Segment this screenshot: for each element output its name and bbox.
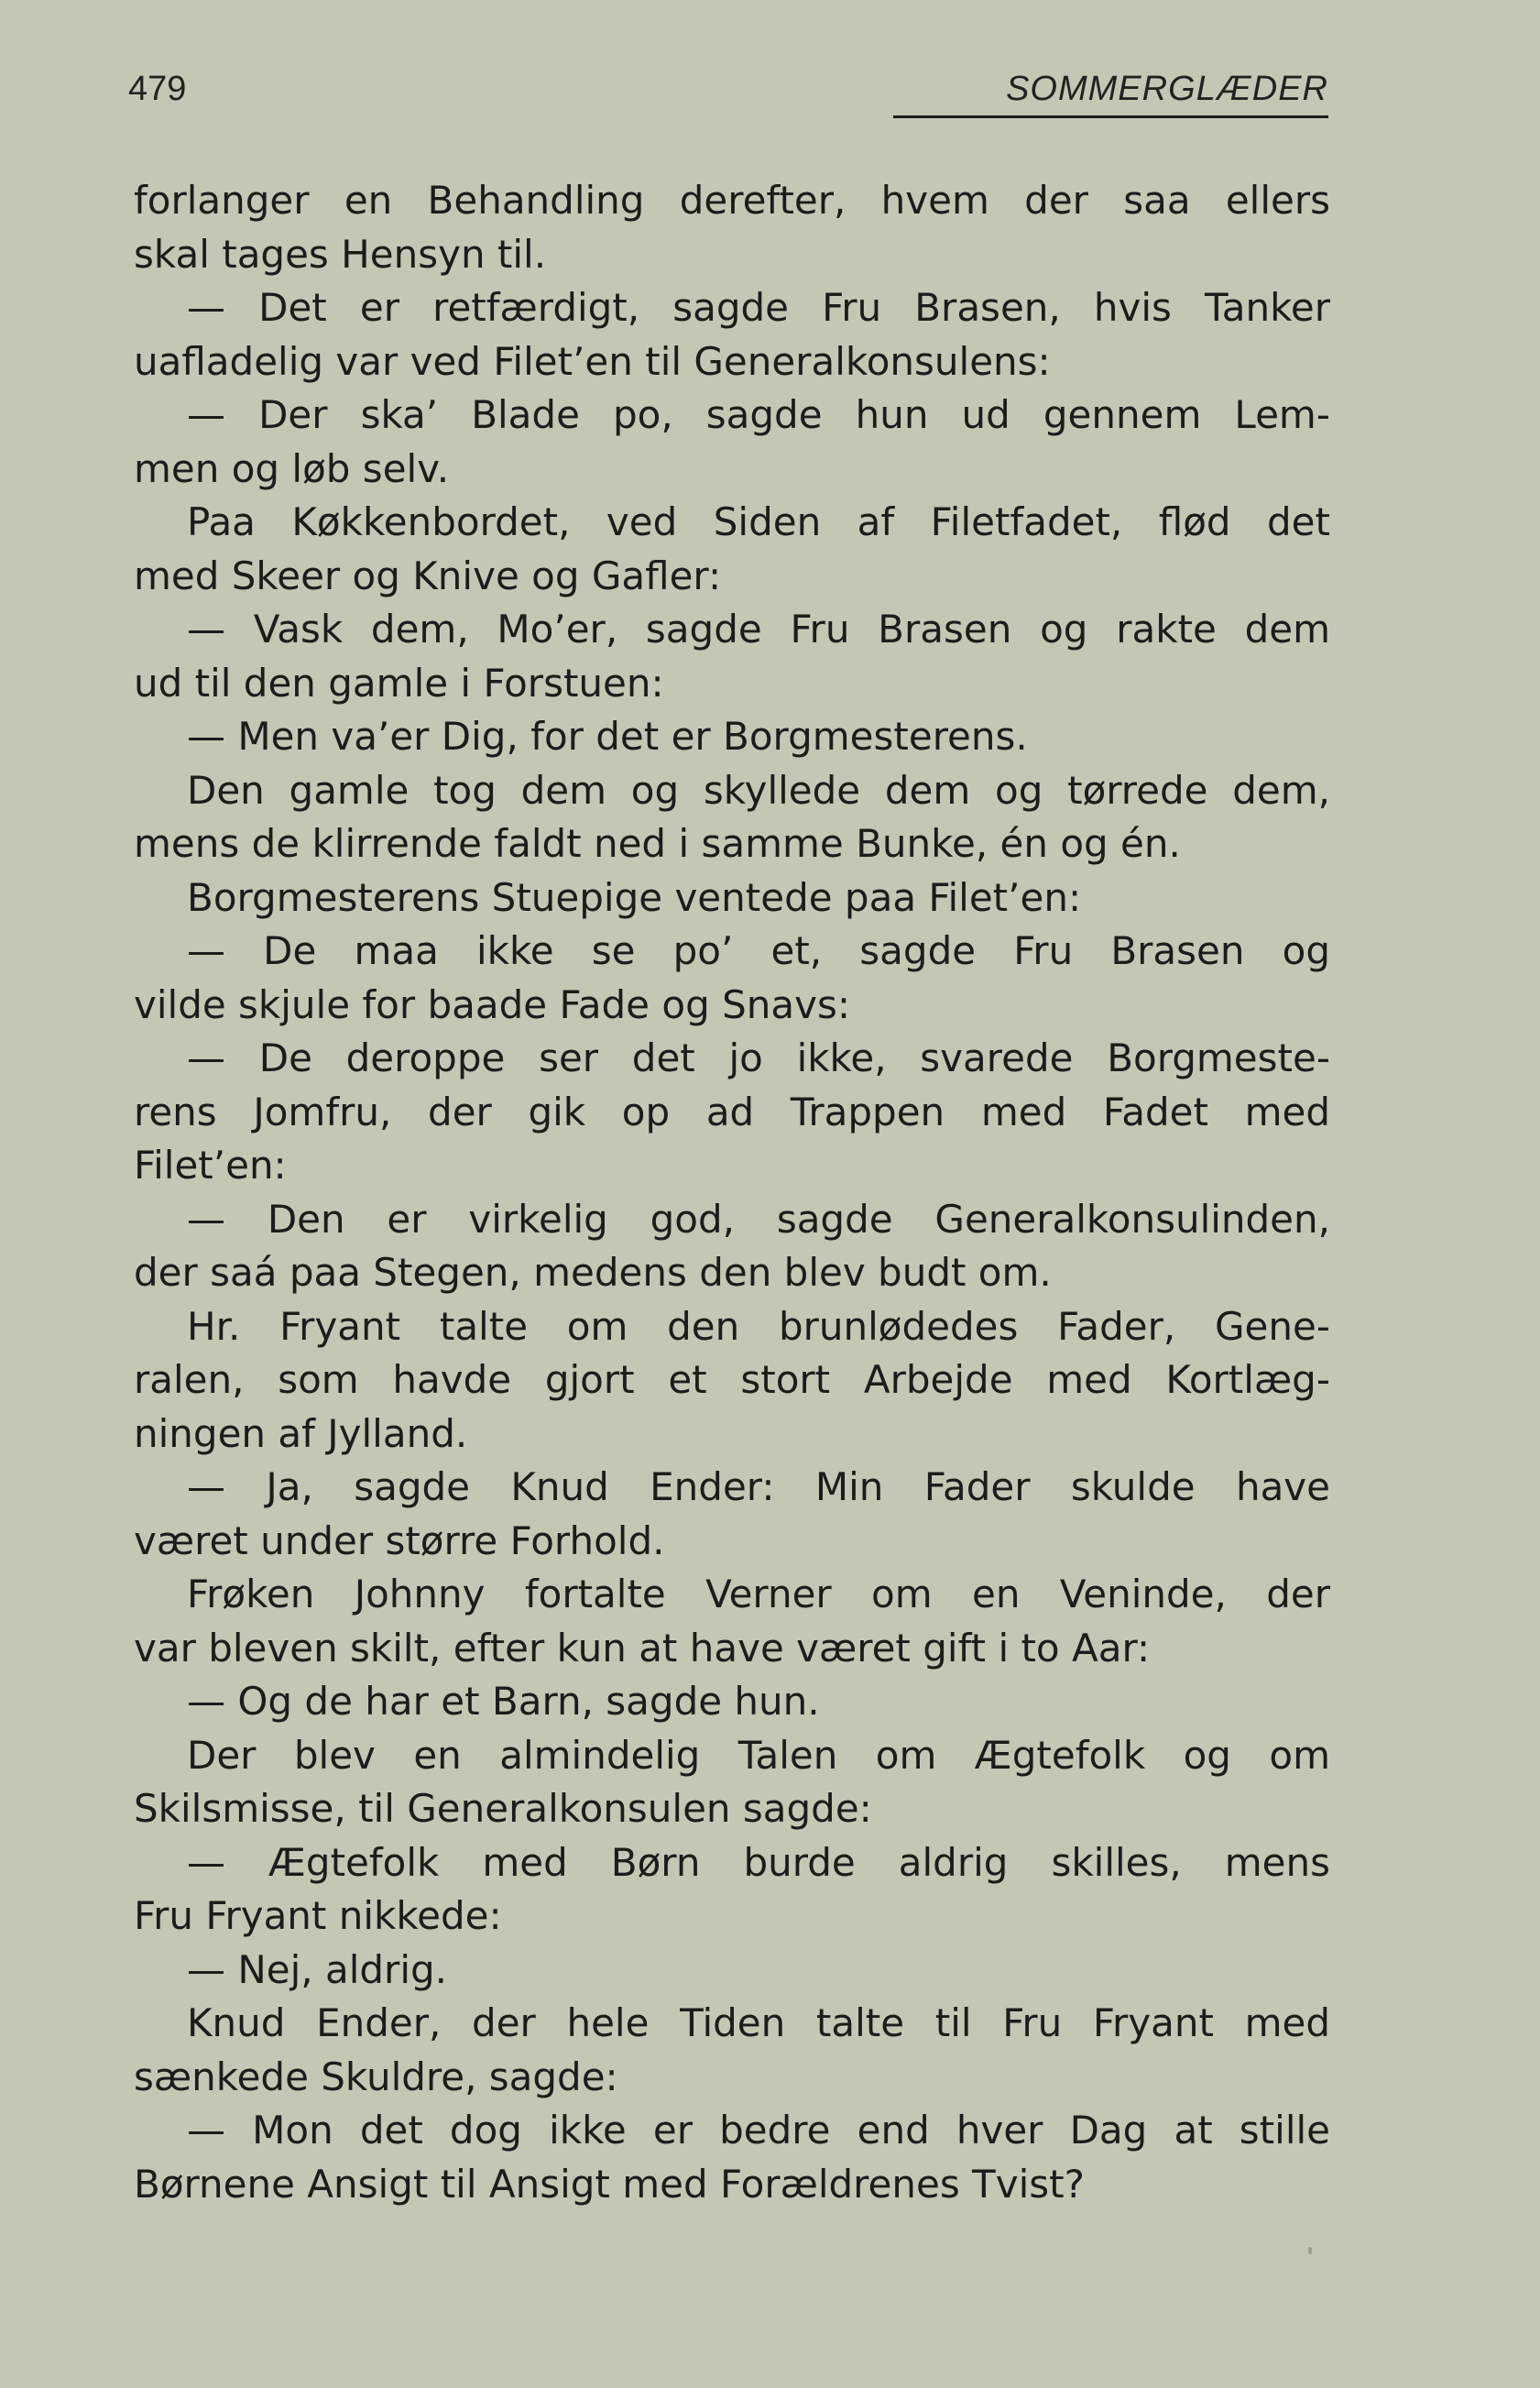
text-line: der saá paa Stegen, medens den blev budt om. <box>134 1250 1052 1295</box>
text-line: — Ægtefolk med Børn burde aldrig skilles, mens <box>187 1839 1330 1885</box>
text-line: Der blev en almindelig Talen om Ægtefolk og om <box>187 1732 1330 1778</box>
text-line: Paa Køkkenbordet, ved Siden af Filetfadet, flød det <box>187 499 1330 544</box>
text-line: — Og de har et Barn, sagde hun. <box>187 1679 820 1724</box>
paper-speck <box>1308 2247 1312 2254</box>
text-line: været under større Forhold. <box>134 1517 665 1563</box>
text-line: — Der ska’ Blade po, sagde hun ud gennem Lem- <box>187 392 1330 437</box>
text-line: men og løb selv. <box>134 445 450 491</box>
text-line: Fru Fryant nikkede: <box>134 1893 502 1938</box>
text-line: Skilsmisse, til Generalkonsulen sagde: <box>134 1786 872 1831</box>
page-number: 479 <box>128 70 187 108</box>
text-line: mens de klirrende faldt ned i samme Bunke, én og én. <box>134 821 1181 866</box>
text-line: Den gamle tog dem og skyllede dem og tørrede dem, <box>187 767 1330 813</box>
body-text <box>134 174 1330 2211</box>
text-line: — Mon det dog ikke er bedre end hver Dag at stille <box>187 2108 1330 2152</box>
text-line: med Skeer og Knive og Gafler: <box>134 553 722 598</box>
text-line: Borgmesterens Stuepige ventede paa Filet’en: <box>187 874 1082 920</box>
text-line: ralen, som havde gjort et stort Arbejde med Kortlæg- <box>134 1357 1330 1402</box>
text-line: Frøken Johnny fortalte Verner om en Veninde, der <box>187 1572 1330 1616</box>
text-line: ningen af Jylland. <box>134 1410 468 1456</box>
text-line: — Men va’er Dig, for det er Borgmesterens. <box>187 714 1028 759</box>
text-line: — Det er retfærdigt, sagde Fru Brasen, hvis Tanker <box>187 285 1330 330</box>
text-line: — Ja, sagde Knud Ender: Min Fader skulde have <box>187 1464 1330 1509</box>
text-line: rens Jomfru, der gik op ad Trappen med Fadet med <box>134 1089 1330 1134</box>
text-line: vilde skjule for baade Fade og Snavs: <box>134 981 850 1027</box>
text-line: forlanger en Behandling derefter, hvem der saa ellers <box>134 178 1330 223</box>
text-line: uafladelig var ved Filet’en til Generalkonsulens: <box>134 338 1051 384</box>
text-line: — De maa ikke se po’ et, sagde Fru Brasen og <box>187 928 1330 973</box>
text-line: Filet’en: <box>134 1143 287 1188</box>
text-line: — Den er virkelig god, sagde Generalkonsulinden, <box>187 1196 1330 1242</box>
text-line: Børnene Ansigt til Ansigt med Forældrenes Tvist? <box>134 2161 1085 2207</box>
text-line: — De deroppe ser det jo ikke, svarede Borgmeste- <box>187 1035 1330 1080</box>
header-rule <box>893 115 1328 118</box>
text-line: — Nej, aldrig. <box>187 1946 447 1992</box>
text-line: var bleven skilt, efter kun at have været gift i to Aar: <box>134 1625 1151 1671</box>
text-line: sænkede Skuldre, sagde: <box>134 2054 618 2099</box>
text-line: Hr. Fryant talte om den brunlødedes Fader, Gene- <box>187 1303 1330 1349</box>
text-line: ud til den gamle i Forstuen: <box>134 660 664 706</box>
text-line: skal tages Hensyn til. <box>134 231 547 277</box>
running-title: SOMMERGLÆDER <box>1006 70 1328 108</box>
text-line: Knud Ender, der hele Tiden talte til Fru Fryant med <box>187 2000 1330 2045</box>
text-line: — Vask dem, Mo’er, sagde Fru Brasen og rakte dem <box>187 607 1330 652</box>
page-header <box>128 66 1328 121</box>
